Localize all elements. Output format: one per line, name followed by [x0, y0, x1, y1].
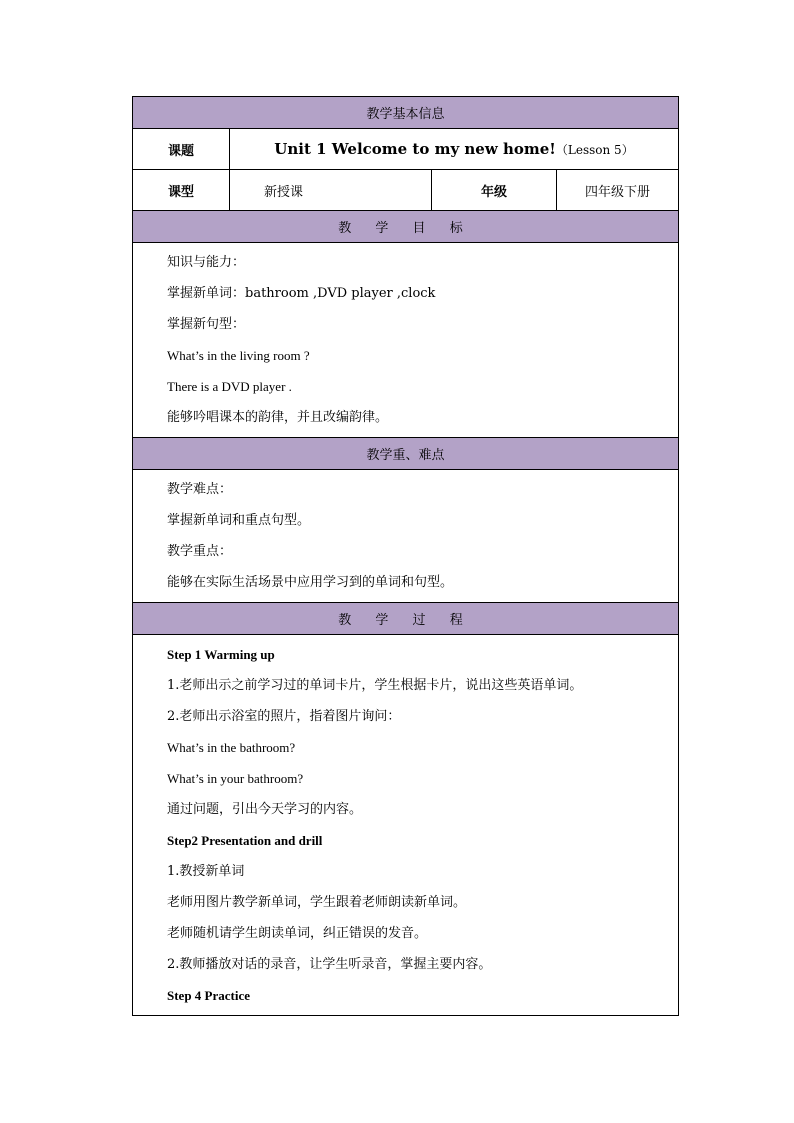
process-line: 2.教师播放对话的录音，让学生听录音，掌握主要内容。	[167, 957, 492, 972]
goals-line: 掌握新句型：	[167, 317, 246, 332]
goals-line: 掌握新单词：bathroom ,DVD player ,clock	[167, 286, 436, 301]
key-points-line: 掌握新单词和重点句型。	[167, 513, 311, 528]
key-points-header: 教学重、难点	[133, 438, 679, 470]
topic-label: 课题	[133, 129, 230, 170]
goals-line: What’s in the living room ?	[167, 348, 310, 363]
process-line: 老师随机请学生朗读单词，纠正错误的发音。	[167, 926, 428, 941]
type-label: 课型	[133, 170, 230, 211]
process-line: 2.老师出示浴室的照片，指着图片询问：	[167, 709, 401, 724]
process-header: 教 学 过 程	[133, 603, 679, 635]
process-line: 老师用图片教学新单词，学生跟着老师朗读新单词。	[167, 895, 467, 910]
grade-label: 年级	[432, 170, 557, 211]
process-step-heading: Step2 Presentation and drill	[167, 833, 323, 848]
key-points-line: 能够在实际生活场景中应用学习到的单词和句型。	[167, 575, 454, 590]
grade-value: 四年级下册	[557, 170, 679, 211]
lesson-title	[230, 129, 679, 170]
lesson-plan-table	[132, 96, 679, 1016]
key-points-line: 教学难点：	[167, 482, 233, 497]
goals-content	[133, 243, 679, 438]
goals-line: 能够吟唱课本的韵律，并且改编韵律。	[167, 410, 389, 425]
goals-line: 知识与能力：	[167, 255, 246, 270]
process-line: 1.老师出示之前学习过的单词卡片，学生根据卡片，说出这些英语单词。	[167, 678, 583, 693]
lesson-plan-page	[132, 96, 678, 1016]
process-line: What’s in your bathroom?	[167, 771, 304, 786]
type-value: 新授课	[230, 170, 432, 211]
process-step-heading: Step 4 Practice	[167, 988, 251, 1003]
basic-info-header: 教学基本信息	[133, 97, 679, 129]
process-line: 通过问题，引出今天学习的内容。	[167, 802, 363, 817]
process-content	[133, 635, 679, 1016]
lesson-title-main: Unit 1 Welcome to my new home!	[274, 140, 556, 158]
process-line: What’s in the bathroom?	[167, 740, 296, 755]
process-line: 1.教授新单词	[167, 864, 245, 879]
process-step-heading: Step 1 Warming up	[167, 647, 275, 662]
key-points-content	[133, 470, 679, 603]
goals-header: 教 学 目 标	[133, 211, 679, 243]
goals-line: There is a DVD player .	[167, 379, 292, 394]
lesson-number: （Lesson 5）	[555, 143, 634, 157]
key-points-line: 教学重点：	[167, 544, 233, 559]
